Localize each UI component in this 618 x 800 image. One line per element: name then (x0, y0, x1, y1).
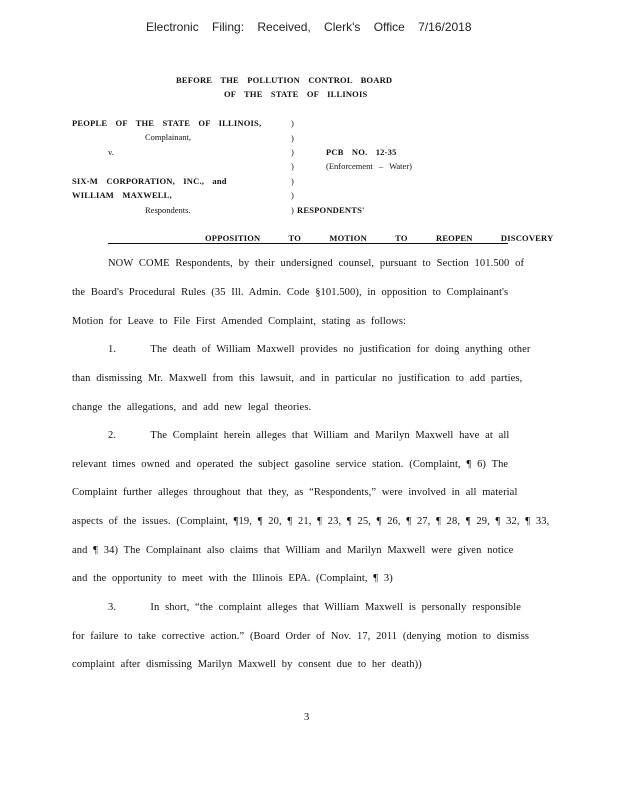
court-heading-line2: OF THE STATE OF ILLINOIS (224, 89, 368, 99)
caption-bracket: ) (291, 190, 294, 200)
body-line: and ¶ 34) The Complainant also claims that William and Marilyn Maxwell were given notice (72, 545, 514, 556)
body-line: 1. The death of William Maxwell provides no justification for doing anything other (108, 344, 531, 355)
body-line: Motion for Leave to File First Amended Complaint, stating as follows: (72, 316, 407, 327)
caption-bracket: ) (291, 133, 294, 143)
title-underline (108, 243, 508, 244)
document-title: OPPOSITION TO MOTION TO REOPEN DISCOVERY (205, 233, 554, 243)
caption-defendant-individual: WILLIAM MAXWELL, (72, 190, 172, 200)
caption-bracket: ) (291, 147, 294, 157)
page-number: 3 (304, 712, 310, 723)
body-line: complaint after dismissing Marilyn Maxwell by consent due to her death)) (72, 659, 422, 670)
body-line: NOW COME Respondents, by their undersigned counsel, pursuant to Section 101.500 of (108, 258, 525, 269)
caption-bracket: ) (291, 205, 294, 215)
body-line: the Board's Procedural Rules (35 Ill. Admin. Code §101.500), in opposition to Complainant's (72, 287, 509, 298)
caption-bracket: ) (291, 176, 294, 186)
caption-people: PEOPLE OF THE STATE OF ILLINOIS, (72, 118, 262, 128)
body-line: and the opportunity to meet with the Illinois EPA. (Complaint, ¶ 3) (72, 573, 393, 584)
caption-versus: v. (108, 147, 114, 157)
body-line: than dismissing Mr. Maxwell from this lawsuit, and in particular no justification to add parties, (72, 373, 523, 384)
case-number: PCB NO. 12-35 (326, 147, 397, 157)
court-heading-line1: BEFORE THE POLLUTION CONTROL BOARD (176, 75, 393, 85)
caption-complainant: Complainant, (145, 132, 192, 142)
body-line: aspects of the issues. (Complaint, ¶19, ¶ 20, ¶ 21, ¶ 23, ¶ 25, ¶ 26, ¶ 27, ¶ 28, ¶ 29, ¶ 32, ¶ 33, (72, 516, 550, 527)
caption-defendant-corp: SIX-M CORPORATION, INC., and (72, 176, 227, 186)
body-line: Complaint further alleges throughout that they, as “Respondents,” were involved in all material (72, 487, 518, 498)
body-line: relevant times owned and operated the subject gasoline service station. (Complaint, ¶ 6) The (72, 459, 509, 470)
caption-respondents: Respondents. (145, 205, 191, 215)
body-line: 2. The Complaint herein alleges that William and Marilyn Maxwell have at all (108, 430, 510, 441)
case-type: (Enforcement – Water) (326, 161, 412, 171)
caption-bracket: ) (291, 118, 294, 128)
body-line: change the allegations, and add new legal theories. (72, 402, 312, 413)
body-line: for failure to take corrective action.” (Board Order of Nov. 17, 2011 (denying motion to dismiss (72, 631, 530, 642)
respondents-label: RESPONDENTS' (297, 205, 365, 215)
caption-bracket: ) (291, 161, 294, 171)
body-line: 3. In short, “the complaint alleges that William Maxwell is personally responsible (108, 602, 522, 613)
filing-stamp: Electronic Filing: Received, Clerk's Office 7/16/2018 (146, 20, 472, 34)
